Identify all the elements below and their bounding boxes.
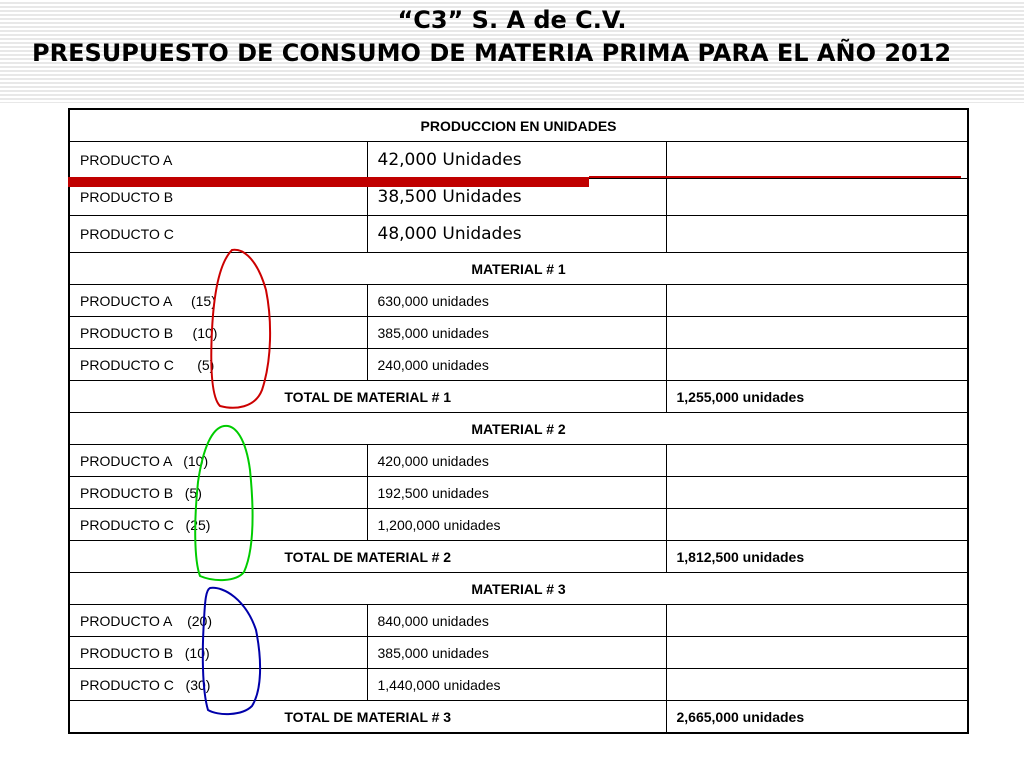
product-cell: PRODUCTO C (5) [69,349,367,381]
product-cell: PRODUCTO B (5) [69,477,367,509]
product-cell: PRODUCTO A (15) [69,285,367,317]
value-cell: 420,000 unidades [367,445,666,477]
value-cell: 840,000 unidades [367,605,666,637]
empty-cell [666,477,968,509]
total-value: 2,665,000 unidades [666,701,968,734]
total-row [69,381,968,413]
empty-cell [666,605,968,637]
empty-cell [666,509,968,541]
value-cell: 630,000 unidades [367,285,666,317]
value-cell: 1,440,000 unidades [367,669,666,701]
table-row [69,445,968,477]
value-cell: 42,000 Unidades [367,142,666,179]
value-cell: 38,500 Unidades [367,179,666,216]
page-title: PRESUPUESTO DE CONSUMO DE MATERIA PRIMA PARA EL AÑO 2012 [32,39,952,67]
total-value: 1,255,000 unidades [666,381,968,413]
value-cell: 1,200,000 unidades [367,509,666,541]
value-cell: 385,000 unidades [367,637,666,669]
total-label: TOTAL DE MATERIAL # 1 [69,381,666,413]
material-header-row [69,413,968,445]
empty-cell [666,445,968,477]
empty-cell [666,142,968,179]
table-row [69,605,968,637]
table-row [69,477,968,509]
total-value: 1,812,500 unidades [666,541,968,573]
table-row [69,637,968,669]
material-header-row [69,573,968,605]
company-title: “C3” S. A de C.V. [397,6,627,34]
product-cell: PRODUCTO B (10) [69,637,367,669]
section-header: PRODUCCION EN UNIDADES [69,109,968,142]
material-header-row [69,253,968,285]
product-cell: PRODUCTO C [69,216,367,253]
table-row [69,216,968,253]
empty-cell [666,669,968,701]
table-row [69,349,968,381]
table-row [69,669,968,701]
empty-cell [666,349,968,381]
value-cell: 240,000 unidades [367,349,666,381]
section-header: MATERIAL # 3 [69,573,968,605]
empty-cell [666,637,968,669]
product-cell: PRODUCTO A (10) [69,445,367,477]
product-cell: PRODUCTO C (25) [69,509,367,541]
value-cell: 385,000 unidades [367,317,666,349]
total-label: TOTAL DE MATERIAL # 3 [69,701,666,734]
budget-table [68,108,969,734]
value-cell: 48,000 Unidades [367,216,666,253]
product-cell: PRODUCTO C (30) [69,669,367,701]
product-cell: PRODUCTO B [69,179,367,216]
empty-cell [666,285,968,317]
section-header: MATERIAL # 2 [69,413,968,445]
accent-line [589,176,961,178]
table-row [69,142,968,179]
empty-cell [666,317,968,349]
product-cell: PRODUCTO B (10) [69,317,367,349]
table-row [69,285,968,317]
product-cell: PRODUCTO A [69,142,367,179]
section-header: MATERIAL # 1 [69,253,968,285]
production-header-row [69,109,968,142]
product-cell: PRODUCTO A (20) [69,605,367,637]
value-cell: 192,500 unidades [367,477,666,509]
total-row [69,541,968,573]
accent-bar [68,177,589,187]
total-label: TOTAL DE MATERIAL # 2 [69,541,666,573]
table-row [69,509,968,541]
table-row [69,317,968,349]
empty-cell [666,179,968,216]
empty-cell [666,216,968,253]
total-row [69,701,968,734]
